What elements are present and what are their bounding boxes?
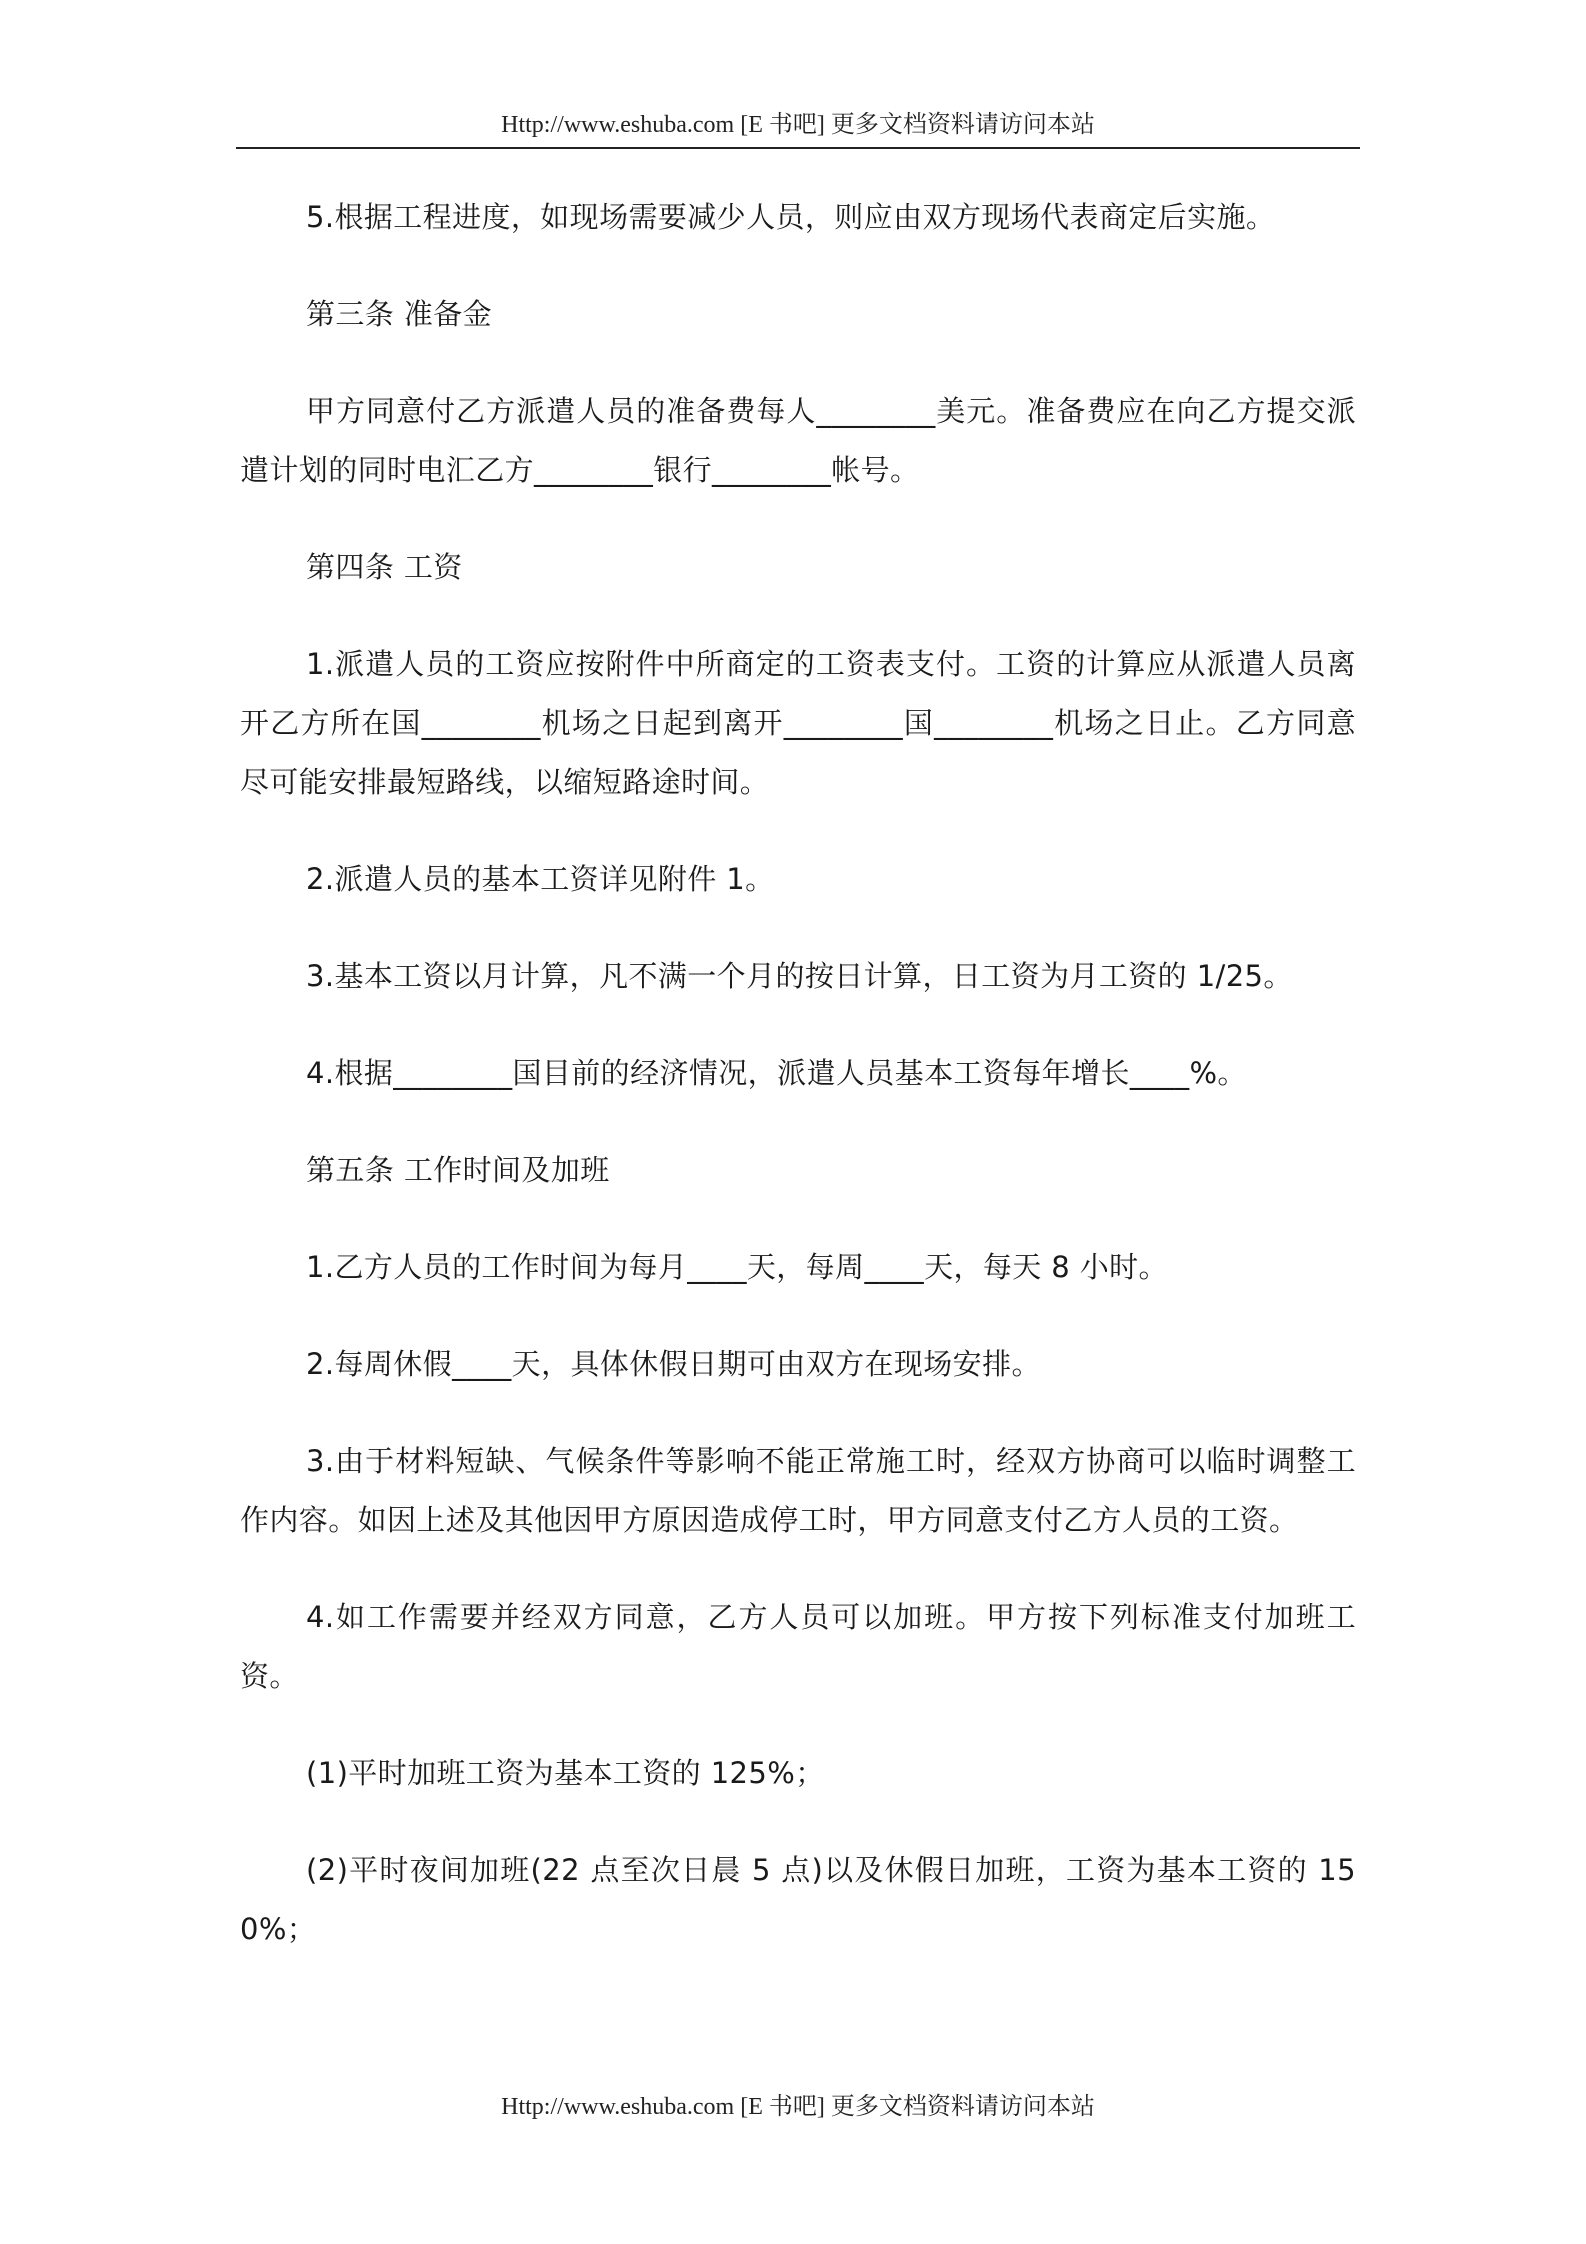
paragraph-overtime-rate-2: (2)平时夜间加班(22 点至次日晨 5 点)以及休假日加班，工资为基本工资的 150%； bbox=[240, 1853, 1356, 1946]
paragraph-wages-item-4: 4.根据________国目前的经济情况，派遣人员基本工资每年增长____%。 bbox=[306, 1056, 1247, 1090]
paragraph-wages-item-2: 2.派遣人员的基本工资详见附件 1。 bbox=[306, 862, 775, 896]
paragraph-hours-item-3: 3.由于材料短缺、气候条件等影响不能正常施工时，经双方协商可以临时调整工作内容。如因上述及其他因甲方原因造成停工时，甲方同意支付乙方人员的工资。 bbox=[240, 1444, 1356, 1537]
paragraph-wages-item-1: 1.派遣人员的工资应按附件中所商定的工资表支付。工资的计算应从派遣人员离开乙方所在国________机场之日起到离开________国________机场之日止。乙方同意尽可能安排最短路线，以缩短路途时间。 bbox=[240, 647, 1356, 799]
page-header: Http://www.eshuba.com [E 书吧] 更多文档资料请访问本站 bbox=[501, 112, 1095, 138]
article-4-heading: 第四条 工资 bbox=[306, 550, 463, 584]
paragraph-overtime-rate-1: (1)平时加班工资为基本工资的 125%； bbox=[306, 1756, 825, 1790]
page-footer: Http://www.eshuba.com [E 书吧] 更多文档资料请访问本站 bbox=[501, 2094, 1095, 2120]
paragraph-hours-item-1: 1.乙方人员的工作时间为每月____天，每周____天，每天 8 小时。 bbox=[306, 1250, 1168, 1284]
header-divider bbox=[236, 147, 1360, 149]
paragraph-wages-item-3: 3.基本工资以月计算，凡不满一个月的按日计算，日工资为月工资的 1/25。 bbox=[306, 959, 1293, 993]
document-body bbox=[240, 188, 1356, 1997]
paragraph-hours-item-4: 4.如工作需要并经双方同意，乙方人员可以加班。甲方按下列标准支付加班工资。 bbox=[240, 1600, 1356, 1693]
paragraph-hours-item-2: 2.每周休假____天，具体休假日期可由双方在现场安排。 bbox=[306, 1347, 1041, 1381]
paragraph-reserve-fund: 甲方同意付乙方派遣人员的准备费每人________美元。准备费应在向乙方提交派遣计划的同时电汇乙方________银行________帐号。 bbox=[240, 394, 1356, 487]
paragraph-clause-2-item-5: 5.根据工程进度，如现场需要减少人员，则应由双方现场代表商定后实施。 bbox=[306, 200, 1276, 234]
article-3-heading: 第三条 准备金 bbox=[306, 297, 493, 331]
article-5-heading: 第五条 工作时间及加班 bbox=[306, 1153, 610, 1187]
